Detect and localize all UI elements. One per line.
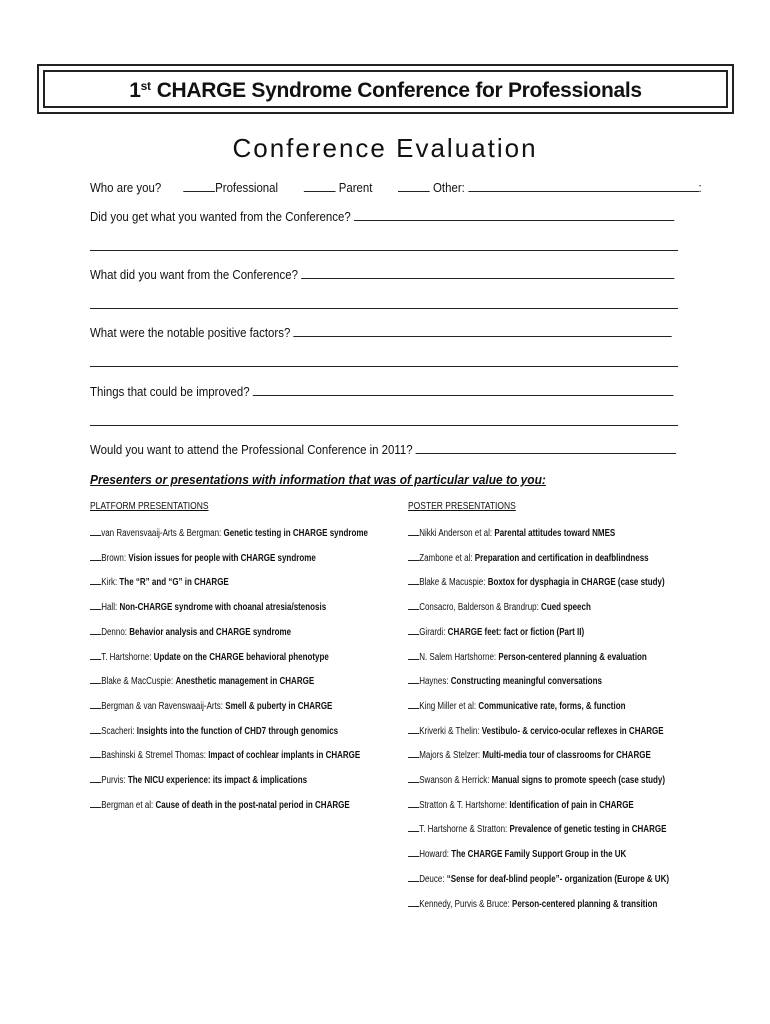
- poster-item-check-blank[interactable]: [408, 575, 419, 585]
- poster-item-check-blank[interactable]: [408, 724, 419, 734]
- poster-item-check-blank[interactable]: [408, 526, 419, 536]
- poster-item: [408, 551, 649, 564]
- poster-item: [408, 847, 626, 860]
- question-5-label: Would you want to attend the Professional Conference in 2011?: [90, 442, 413, 457]
- poster-item-presenter: Zambone et al:: [419, 552, 473, 564]
- platform-item-presenter: Bashinski & Stremel Thomas:: [101, 750, 206, 762]
- platform-item-check-blank[interactable]: [90, 773, 101, 783]
- answer-1-field[interactable]: [354, 209, 674, 221]
- poster-item-check-blank[interactable]: [408, 699, 419, 709]
- poster-item-presenter: Consacro, Balderson & Brandrup:: [419, 602, 539, 614]
- platform-item-topic: The NICU experience: its impact & implications: [127, 775, 308, 786]
- poster-item: [408, 773, 665, 786]
- answer-1-line[interactable]: [90, 250, 678, 251]
- platform-item-topic: Cause of death in the post-natal period in CHARGE: [155, 799, 350, 811]
- poster-item-presenter: Blake & Macuspie:: [419, 577, 486, 589]
- poster-item-presenter: N. Salem Hartshorne:: [419, 651, 497, 663]
- platform-item-topic: Update on the CHARGE behavioral phenotype: [153, 651, 329, 663]
- poster-item-presenter: Howard:: [419, 849, 449, 861]
- platform-item: [90, 650, 329, 663]
- poster-item-topic: Person-centered planning & evaluation: [498, 651, 647, 663]
- poster-item-check-blank[interactable]: [408, 625, 419, 635]
- poster-item-presenter: T. Hartshorne & Stratton:: [419, 824, 508, 836]
- answer-3-line[interactable]: [90, 366, 678, 367]
- poster-item-topic: Preparation and certification in deafblindness: [474, 552, 649, 564]
- poster-item-presenter: Deuce:: [419, 873, 445, 885]
- platform-item-check-blank[interactable]: [90, 600, 101, 610]
- poster-item-presenter: King Miller et al:: [419, 700, 477, 712]
- answer-2-field[interactable]: [301, 267, 674, 279]
- other-end-mark: :: [698, 180, 702, 195]
- poster-header: POSTER PRESENTATIONS: [408, 501, 516, 512]
- poster-item-check-blank[interactable]: [408, 773, 419, 783]
- platform-item-topic: Insights into the function of CHD7 through genomics: [136, 725, 339, 737]
- poster-item: [408, 897, 657, 910]
- platform-item-topic: Vision issues for people with CHARGE syndrome: [128, 552, 316, 564]
- who-label: Who are you?: [90, 180, 162, 195]
- parent-blank[interactable]: [304, 180, 336, 192]
- poster-item-presenter: Haynes:: [419, 676, 449, 688]
- platform-item-check-blank[interactable]: [90, 699, 101, 709]
- question-3: [90, 325, 672, 340]
- answer-4-line[interactable]: [90, 425, 678, 426]
- platform-item: [90, 526, 368, 539]
- platform-item: [90, 575, 229, 588]
- question-4-label: Things that could be improved?: [90, 384, 250, 399]
- platform-item: [90, 798, 350, 811]
- answer-4-field[interactable]: [253, 384, 674, 396]
- platform-item-check-blank[interactable]: [90, 625, 101, 635]
- poster-item-check-blank[interactable]: [408, 600, 419, 610]
- platform-item-topic: Impact of cochlear implants in CHARGE: [208, 750, 361, 762]
- platform-item-presenter: Denno:: [101, 626, 127, 638]
- poster-item-check-blank[interactable]: [408, 822, 419, 832]
- platform-item: [90, 724, 338, 737]
- question-5: [90, 442, 676, 457]
- question-2-label: What did you want from the Conference?: [90, 267, 298, 282]
- poster-item-topic: Person-centered planning & transition: [511, 898, 658, 910]
- professional-option: Professional: [215, 180, 279, 195]
- platform-header: PLATFORM PRESENTATIONS: [90, 501, 209, 512]
- platform-item-presenter: Brown:: [101, 552, 127, 564]
- conference-title: 1st CHARGE Syndrome Conference for Professionals: [129, 79, 642, 102]
- platform-item: [90, 674, 314, 687]
- title-banner: [37, 64, 734, 114]
- platform-item-topic: Smell & puberty in CHARGE: [225, 700, 333, 712]
- poster-item-check-blank[interactable]: [408, 674, 419, 684]
- platform-item: [90, 773, 307, 786]
- platform-item-check-blank[interactable]: [90, 526, 101, 536]
- poster-item-topic: CHARGE feet: fact or fiction (Part II): [447, 626, 585, 638]
- poster-item: [408, 600, 591, 613]
- platform-item-check-blank[interactable]: [90, 575, 101, 585]
- poster-item-topic: Multi-media tour of classrooms for CHARGE: [482, 750, 651, 762]
- answer-3-field[interactable]: [294, 325, 672, 337]
- poster-item: [408, 575, 665, 588]
- platform-item-topic: Genetic testing in CHARGE syndrome: [223, 528, 368, 539]
- question-1: [90, 209, 674, 224]
- poster-item-presenter: Girardi:: [419, 626, 446, 638]
- poster-item-topic: “Sense for deaf-blind people”- organization (Europe & UK): [446, 873, 670, 885]
- poster-item: [408, 625, 584, 638]
- other-field[interactable]: [468, 180, 699, 192]
- poster-item: [408, 650, 647, 663]
- poster-item: [408, 822, 666, 835]
- poster-item-topic: Prevalence of genetic testing in CHARGE: [509, 824, 667, 836]
- platform-item-presenter: van Ravensvaaij-Arts & Bergman:: [101, 528, 222, 539]
- poster-item-check-blank[interactable]: [408, 798, 419, 808]
- poster-item-check-blank[interactable]: [408, 847, 419, 857]
- platform-item-topic: Behavior analysis and CHARGE syndrome: [129, 626, 292, 638]
- poster-item-check-blank[interactable]: [408, 748, 419, 758]
- poster-item-presenter: Stratton & T. Hartshorne:: [419, 799, 508, 811]
- poster-item: [408, 699, 625, 712]
- question-4: [90, 384, 673, 399]
- poster-item-presenter: Kriverki & Thelin:: [419, 725, 480, 737]
- poster-item: [408, 526, 615, 539]
- poster-item-check-blank[interactable]: [408, 897, 419, 907]
- question-2: [90, 267, 674, 282]
- platform-item: [90, 748, 360, 761]
- platform-item-topic: Anesthetic management in CHARGE: [175, 676, 315, 688]
- poster-item-topic: Cued speech: [541, 602, 591, 614]
- poster-item: [408, 724, 664, 737]
- platform-item-presenter: Kirk:: [101, 577, 118, 589]
- platform-item-presenter: Blake & MacCuspie:: [101, 676, 174, 688]
- presenters-section-title: Presenters or presentations with information that was of particular value to you:: [90, 472, 546, 487]
- other-blank[interactable]: [398, 180, 430, 192]
- poster-item-check-blank[interactable]: [408, 872, 419, 882]
- platform-item-presenter: Bergman et al:: [101, 799, 154, 811]
- poster-item: [408, 798, 634, 811]
- who-are-you-row: [90, 180, 702, 195]
- platform-item-presenter: Purvis:: [101, 775, 126, 786]
- platform-item-check-blank[interactable]: [90, 674, 101, 684]
- platform-item-presenter: Hall:: [101, 602, 118, 614]
- poster-item-check-blank[interactable]: [408, 650, 419, 660]
- poster-item-topic: Parental attitudes toward NMES: [494, 528, 616, 539]
- platform-item: [90, 600, 326, 613]
- platform-item-topic: Non-CHARGE syndrome with choanal atresia/stenosis: [119, 602, 327, 614]
- question-1-label: Did you get what you wanted from the Conference?: [90, 209, 351, 224]
- platform-item-check-blank[interactable]: [90, 798, 101, 808]
- poster-item-topic: Boxtox for dysphagia in CHARGE (case study): [487, 577, 665, 589]
- poster-item-topic: Identification of pain in CHARGE: [509, 799, 634, 811]
- poster-item: [408, 748, 651, 761]
- platform-item-check-blank[interactable]: [90, 748, 101, 758]
- poster-item-presenter: Kennedy, Purvis & Bruce:: [419, 898, 510, 910]
- poster-item: [408, 872, 669, 885]
- page-heading: Conference Evaluation: [232, 133, 538, 163]
- platform-item-check-blank[interactable]: [90, 650, 101, 660]
- answer-5-field[interactable]: [416, 442, 676, 454]
- platform-item-check-blank[interactable]: [90, 551, 101, 561]
- platform-item: [90, 551, 316, 564]
- poster-item-presenter: Swanson & Herrick:: [419, 775, 490, 786]
- poster-item: [408, 674, 602, 687]
- poster-item-topic: Manual signs to promote speech (case study): [491, 775, 666, 786]
- professional-blank[interactable]: [183, 180, 215, 192]
- platform-item-presenter: Scacheri:: [101, 725, 135, 737]
- question-3-label: What were the notable positive factors?: [90, 325, 291, 340]
- poster-item-presenter: Nikki Anderson et al:: [419, 528, 493, 539]
- other-option: Other:: [433, 180, 465, 195]
- parent-option: Parent: [338, 180, 373, 195]
- platform-item-check-blank[interactable]: [90, 724, 101, 734]
- platform-item-presenter: Bergman & van Ravenswaaij-Arts:: [101, 700, 224, 712]
- platform-item: [90, 699, 332, 712]
- answer-2-line[interactable]: [90, 308, 678, 309]
- poster-item-presenter: Majors & Stelzer:: [419, 750, 481, 762]
- poster-item-topic: Vestibulo- & cervico-ocular reflexes in CHARGE: [481, 725, 664, 737]
- poster-item-check-blank[interactable]: [408, 551, 419, 561]
- poster-item-topic: Communicative rate, forms, & function: [478, 700, 626, 712]
- platform-item-presenter: T. Hartshorne:: [101, 651, 152, 663]
- platform-item-topic: The “R” and “G” in CHARGE: [119, 577, 229, 589]
- platform-item: [90, 625, 291, 638]
- poster-item-topic: Constructing meaningful conversations: [450, 676, 602, 688]
- poster-item-topic: The CHARGE Family Support Group in the UK: [451, 849, 627, 861]
